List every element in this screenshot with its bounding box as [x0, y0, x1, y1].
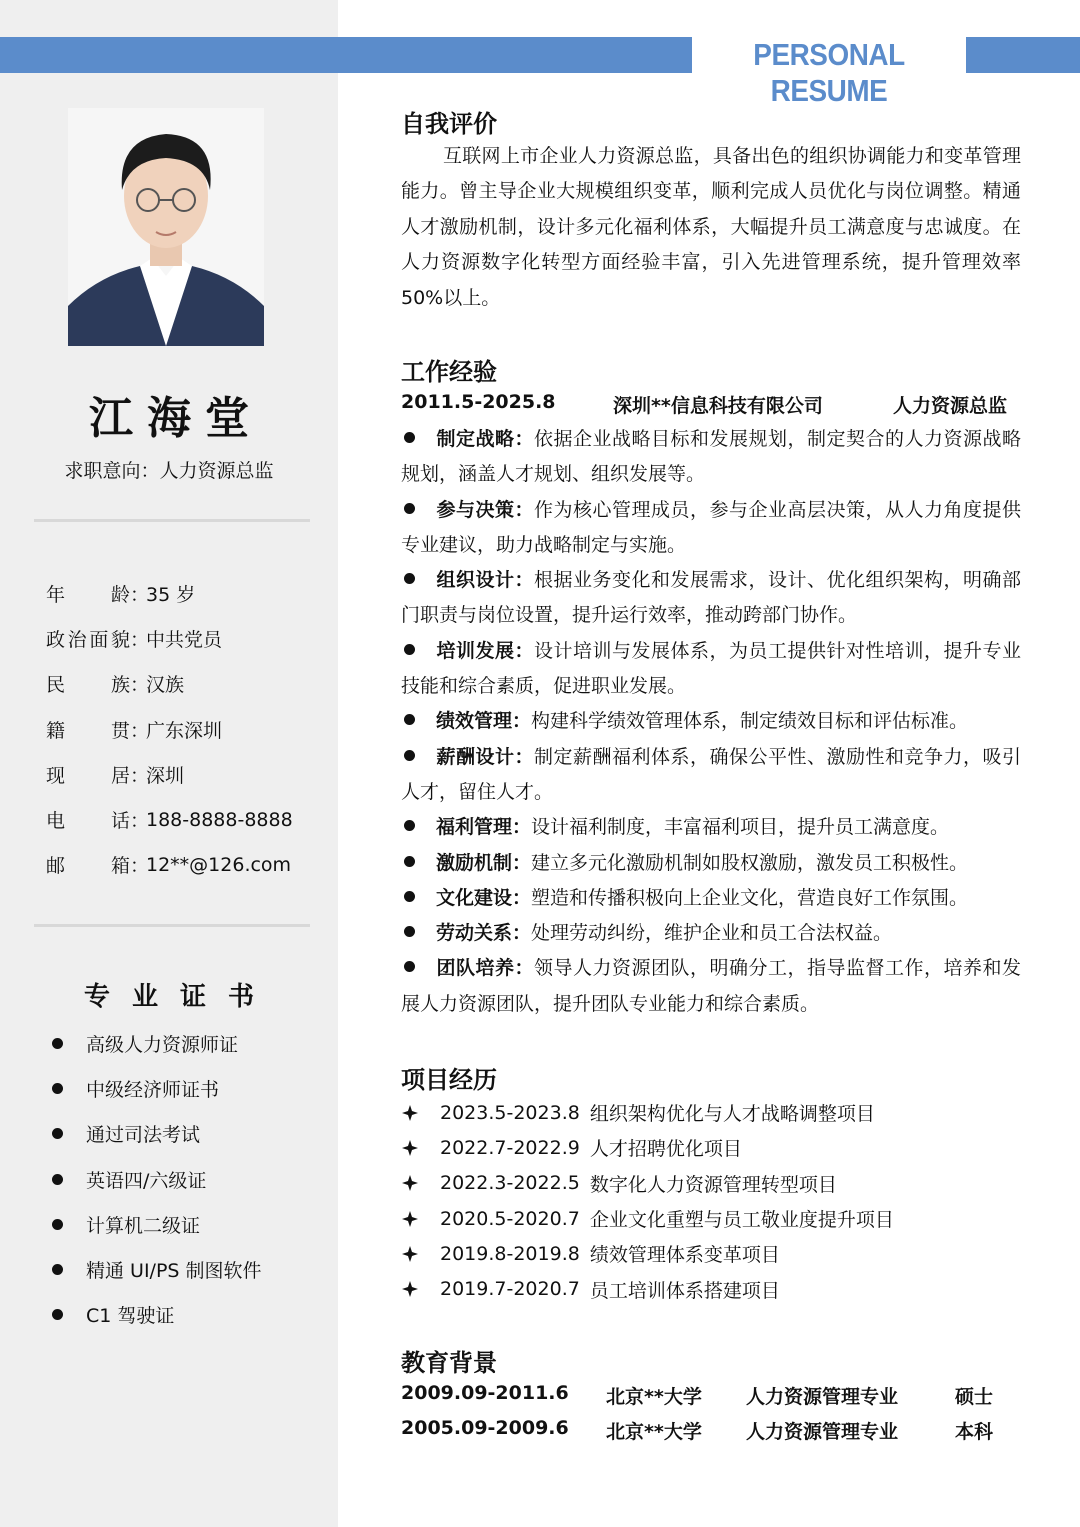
info-label: 年龄 — [46, 584, 130, 607]
info-value: 35 岁 — [146, 584, 196, 607]
certificates-list — [50, 1021, 330, 1337]
info-value: 188-8888-8888 — [146, 808, 293, 831]
diamond-bullet-icon — [402, 1105, 418, 1121]
info-row: 政治面貌 ： 中共党员 — [46, 616, 326, 661]
bullet-icon — [404, 432, 415, 443]
list-item: 2020.5-2020.7 企业文化重塑与员工敬业度提升项目 — [401, 1201, 1021, 1236]
banner-title: PERSONAL RESUME — [753, 37, 905, 108]
bullet-icon — [404, 961, 415, 972]
duty-item: 制定战略：依据企业战略目标和发展规划，制定契合的人力资源战略规划，涵盖人才规划、组织发展等。 — [401, 428, 1021, 486]
edu-period: 2009.09-2011.6 — [401, 1382, 569, 1404]
diamond-bullet-icon — [402, 1175, 418, 1191]
duty-item: 培训发展：设计培训与发展体系，为员工提供针对性培训，提升专业技能和综合素质，促进职业发展。 — [401, 639, 1021, 698]
duty-item: 绩效管理：构建科学绩效管理体系，制定绩效目标和评估标准。 — [401, 704, 1021, 739]
list-item: 精通 UI/PS 制图软件 — [50, 1247, 330, 1292]
job-period: 2011.5-2025.8 — [401, 391, 556, 413]
job-header — [401, 391, 1021, 419]
info-value: 中共党员 — [146, 629, 223, 652]
bullet-icon — [52, 1038, 63, 1049]
diamond-bullet-icon — [402, 1140, 418, 1156]
duty-item: 参与决策：作为核心管理成员，参与企业高层决策，从人力角度提供专业建议，助力战略制定与实施。 — [401, 498, 1021, 556]
info-row: 民族 ： 汉族 — [46, 661, 326, 706]
info-label: 邮箱 — [46, 855, 130, 878]
diamond-bullet-icon — [402, 1211, 418, 1227]
edu-school: 北京**大学 — [606, 1386, 702, 1408]
bullet-icon — [404, 856, 415, 867]
duty-item: 文化建设：塑造和传播积极向上企业文化，营造良好工作氛围。 — [401, 881, 1021, 916]
candidate-name: 江海堂 — [89, 393, 263, 444]
bullet-icon — [404, 820, 415, 831]
list-item: 中级经济师证书 — [50, 1066, 330, 1111]
info-value: 12**@126.com — [146, 853, 292, 876]
info-row: 现居 ： 深圳 — [46, 752, 326, 797]
info-label: 政治面貌 — [46, 629, 130, 652]
section-title: 自我评价 — [401, 110, 497, 138]
edu-major: 人力资源管理专业 — [746, 1386, 899, 1408]
duty-list — [401, 422, 1021, 1022]
list-item: 高级人力资源师证 — [50, 1021, 330, 1066]
info-row: 电话 ： 188-8888-8888 — [46, 797, 326, 842]
list-item: 2023.5-2023.8 组织架构优化与人才战略调整项目 — [401, 1095, 1021, 1130]
edu-degree: 硕士 — [955, 1386, 994, 1408]
profile-photo — [68, 108, 264, 346]
edu-school: 北京**大学 — [606, 1421, 702, 1443]
bullet-icon — [52, 1128, 63, 1139]
edu-period: 2005.09-2009.6 — [401, 1417, 569, 1439]
list-item: 2019.8-2019.8 绩效管理体系变革项目 — [401, 1236, 1021, 1271]
section-title: 教育背景 — [401, 1349, 497, 1377]
list-item: 2022.7-2022.9 人才招聘优化项目 — [401, 1130, 1021, 1165]
list-item: C1 驾驶证 — [50, 1292, 330, 1337]
bullet-icon — [404, 750, 415, 761]
bullet-icon — [52, 1083, 63, 1094]
list-item: 2019.7-2020.7 员工培训体系搭建项目 — [401, 1271, 1021, 1306]
duty-item: 福利管理：设计福利制度，丰富福利项目，提升员工满意度。 — [401, 810, 1021, 845]
duty-item: 劳动关系：处理劳动纠纷，维护企业和员工合法权益。 — [401, 916, 1021, 951]
bullet-icon — [52, 1219, 63, 1230]
edu-major: 人力资源管理专业 — [746, 1421, 899, 1443]
bullet-icon — [404, 714, 415, 725]
info-label: 民族 — [46, 674, 130, 697]
info-value: 广东深圳 — [146, 719, 223, 742]
duty-item: 团队培养：领导人力资源团队，明确分工，指导监督工作，培养和发展人力资源团队，提升团队专业能力和综合素质。 — [401, 957, 1021, 1015]
job-company: 深圳**信息科技有限公司 — [613, 395, 823, 417]
bullet-icon — [404, 891, 415, 902]
section-title: 工作经验 — [401, 358, 497, 386]
project-list — [401, 1095, 1021, 1307]
list-item: 通过司法考试 — [50, 1111, 330, 1156]
personal-info — [46, 571, 326, 887]
bullet-icon — [404, 573, 415, 584]
diamond-bullet-icon — [402, 1246, 418, 1262]
bullet-icon — [404, 644, 415, 655]
section-title: 项目经历 — [401, 1066, 497, 1094]
bullet-icon — [52, 1174, 63, 1185]
sidebar-divider — [34, 924, 310, 927]
duty-item: 组织设计：根据业务变化和发展需求，设计、优化组织架构，明确部门职责与岗位设置，提升运行效率，推动跨部门协作。 — [401, 569, 1021, 627]
edu-degree: 本科 — [955, 1421, 994, 1443]
certificates-title: 专业证书 — [83, 982, 276, 1012]
diamond-bullet-icon — [402, 1281, 418, 1297]
list-item: 英语四/六级证 — [50, 1157, 330, 1202]
info-label: 现居 — [46, 764, 130, 787]
bullet-icon — [52, 1309, 63, 1320]
education-row — [401, 1382, 1021, 1412]
list-item: 2022.3-2022.5 数字化人力资源管理转型项目 — [401, 1166, 1021, 1201]
summary-text: 互联网上市企业人力资源总监，具备出色的组织协调能力和变革管理能力。曾主导企业大规模组织变革，顺利完成人员优化与岗位调整。精通人才激励机制，设计多元化福利体系，大幅提升员工满意度与忠诚度。在人力资源数字化转型方面经验丰富，引入先进管理系统，提升管理效率 50%以上。 — [401, 145, 1021, 309]
info-row: 籍贯 ： 广东深圳 — [46, 707, 326, 752]
bullet-icon — [404, 503, 415, 514]
info-value: 汉族 — [146, 674, 185, 697]
bullet-icon — [52, 1264, 63, 1275]
bullet-icon — [404, 926, 415, 937]
job-objective: 求职意向：人力资源总监 — [64, 460, 274, 482]
sidebar-divider — [34, 519, 310, 522]
info-value: 深圳 — [146, 764, 185, 787]
list-item: 计算机二级证 — [50, 1202, 330, 1247]
info-label: 籍贯 — [46, 719, 130, 742]
info-row: 邮箱 ： 12**@126.com — [46, 842, 326, 887]
education-row — [401, 1417, 1021, 1447]
duty-item: 激励机制：建立多元化激励机制如股权激励，激发员工积极性。 — [401, 846, 1021, 881]
duty-item: 薪酬设计：制定薪酬福利体系，确保公平性、激励性和竞争力，吸引人才，留住人才。 — [401, 745, 1021, 803]
info-row: 年龄 ： 35 岁 — [46, 571, 326, 616]
info-label: 电话 — [46, 810, 130, 833]
job-position: 人力资源总监 — [893, 395, 1008, 417]
portrait-image — [68, 108, 264, 346]
